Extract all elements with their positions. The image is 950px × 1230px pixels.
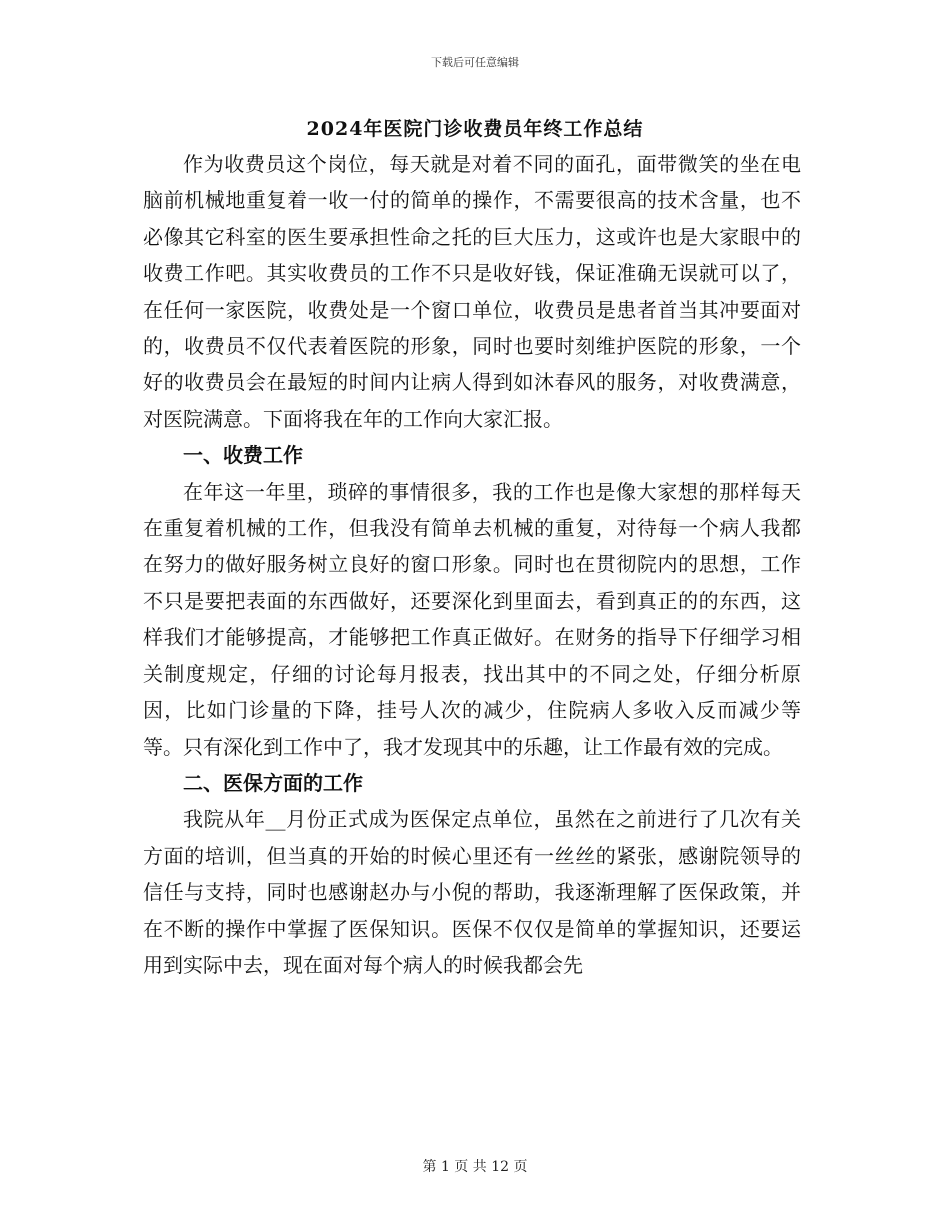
section-heading-insurance: 二、医保方面的工作	[183, 770, 363, 795]
paragraph-insurance: 我院从年__月份正式成为医保定点单位，虽然在之前进行了几次有关方面的培训，但当真的开始的时候心里还有一丝丝的紧张，感谢院领导的信任与支持，同时也感谢赵办与小倪的帮助，我逐渐理解了医保政策，并在不断的操作中掌握了医保知识。医保不仅仅是简单的掌握知识，还要运用到实际中去，现在面对每个病人的时候我都会先	[143, 807, 801, 977]
document-title: 2024年医院门诊收费员年终工作总结	[306, 118, 644, 140]
document-body	[143, 146, 801, 983]
page-number: 第 1 页 共 12 页	[422, 1159, 528, 1175]
header-note: 下载后可任意编辑	[431, 56, 519, 69]
paragraph-billing: 在年这一年里，琐碎的事情很多，我的工作也是像大家想的那样每天在重复着机械的工作，但我没有简单去机械的重复，对待每一个病人我都在努力的做好服务树立良好的窗口形象。同时也在贯彻院内的思想，工作不只是要把表面的东西做好，还要深化到里面去，看到真正的的东西，这样我们才能够提高，才能够把工作真正做好。在财务的指导下仔细学习相关制度规定，仔细的讨论每月报表，找出其中的不同之处，仔细分析原因，比如门诊量的下降，挂号人次的减少，住院病人多收入反而减少等等。只有深化到工作中了，我才发现其中的乐趣，让工作最有效的完成。	[143, 479, 801, 759]
section-heading-billing: 一、收费工作	[183, 443, 303, 468]
paragraph-intro: 作为收费员这个岗位，每天就是对着不同的面孔，面带微笑的坐在电脑前机械地重复着一收一付的简单的操作，不需要很高的技术含量，也不必像其它科室的医生要承担性命之托的巨大压力，这或许也是大家眼中的收费工作吧。其实收费员的工作不只是收好钱，保证准确无误就可以了，在任何一家医院，收费处是一个窗口单位，收费员是患者首当其冲要面对的，收费员不仅代表着医院的形象，同时也要时刻维护医院的形象，一个好的收费员会在最短的时间内让病人得到如沐春风的服务，对收费满意，对医院满意。下面将我在年的工作向大家汇报。	[143, 152, 801, 431]
